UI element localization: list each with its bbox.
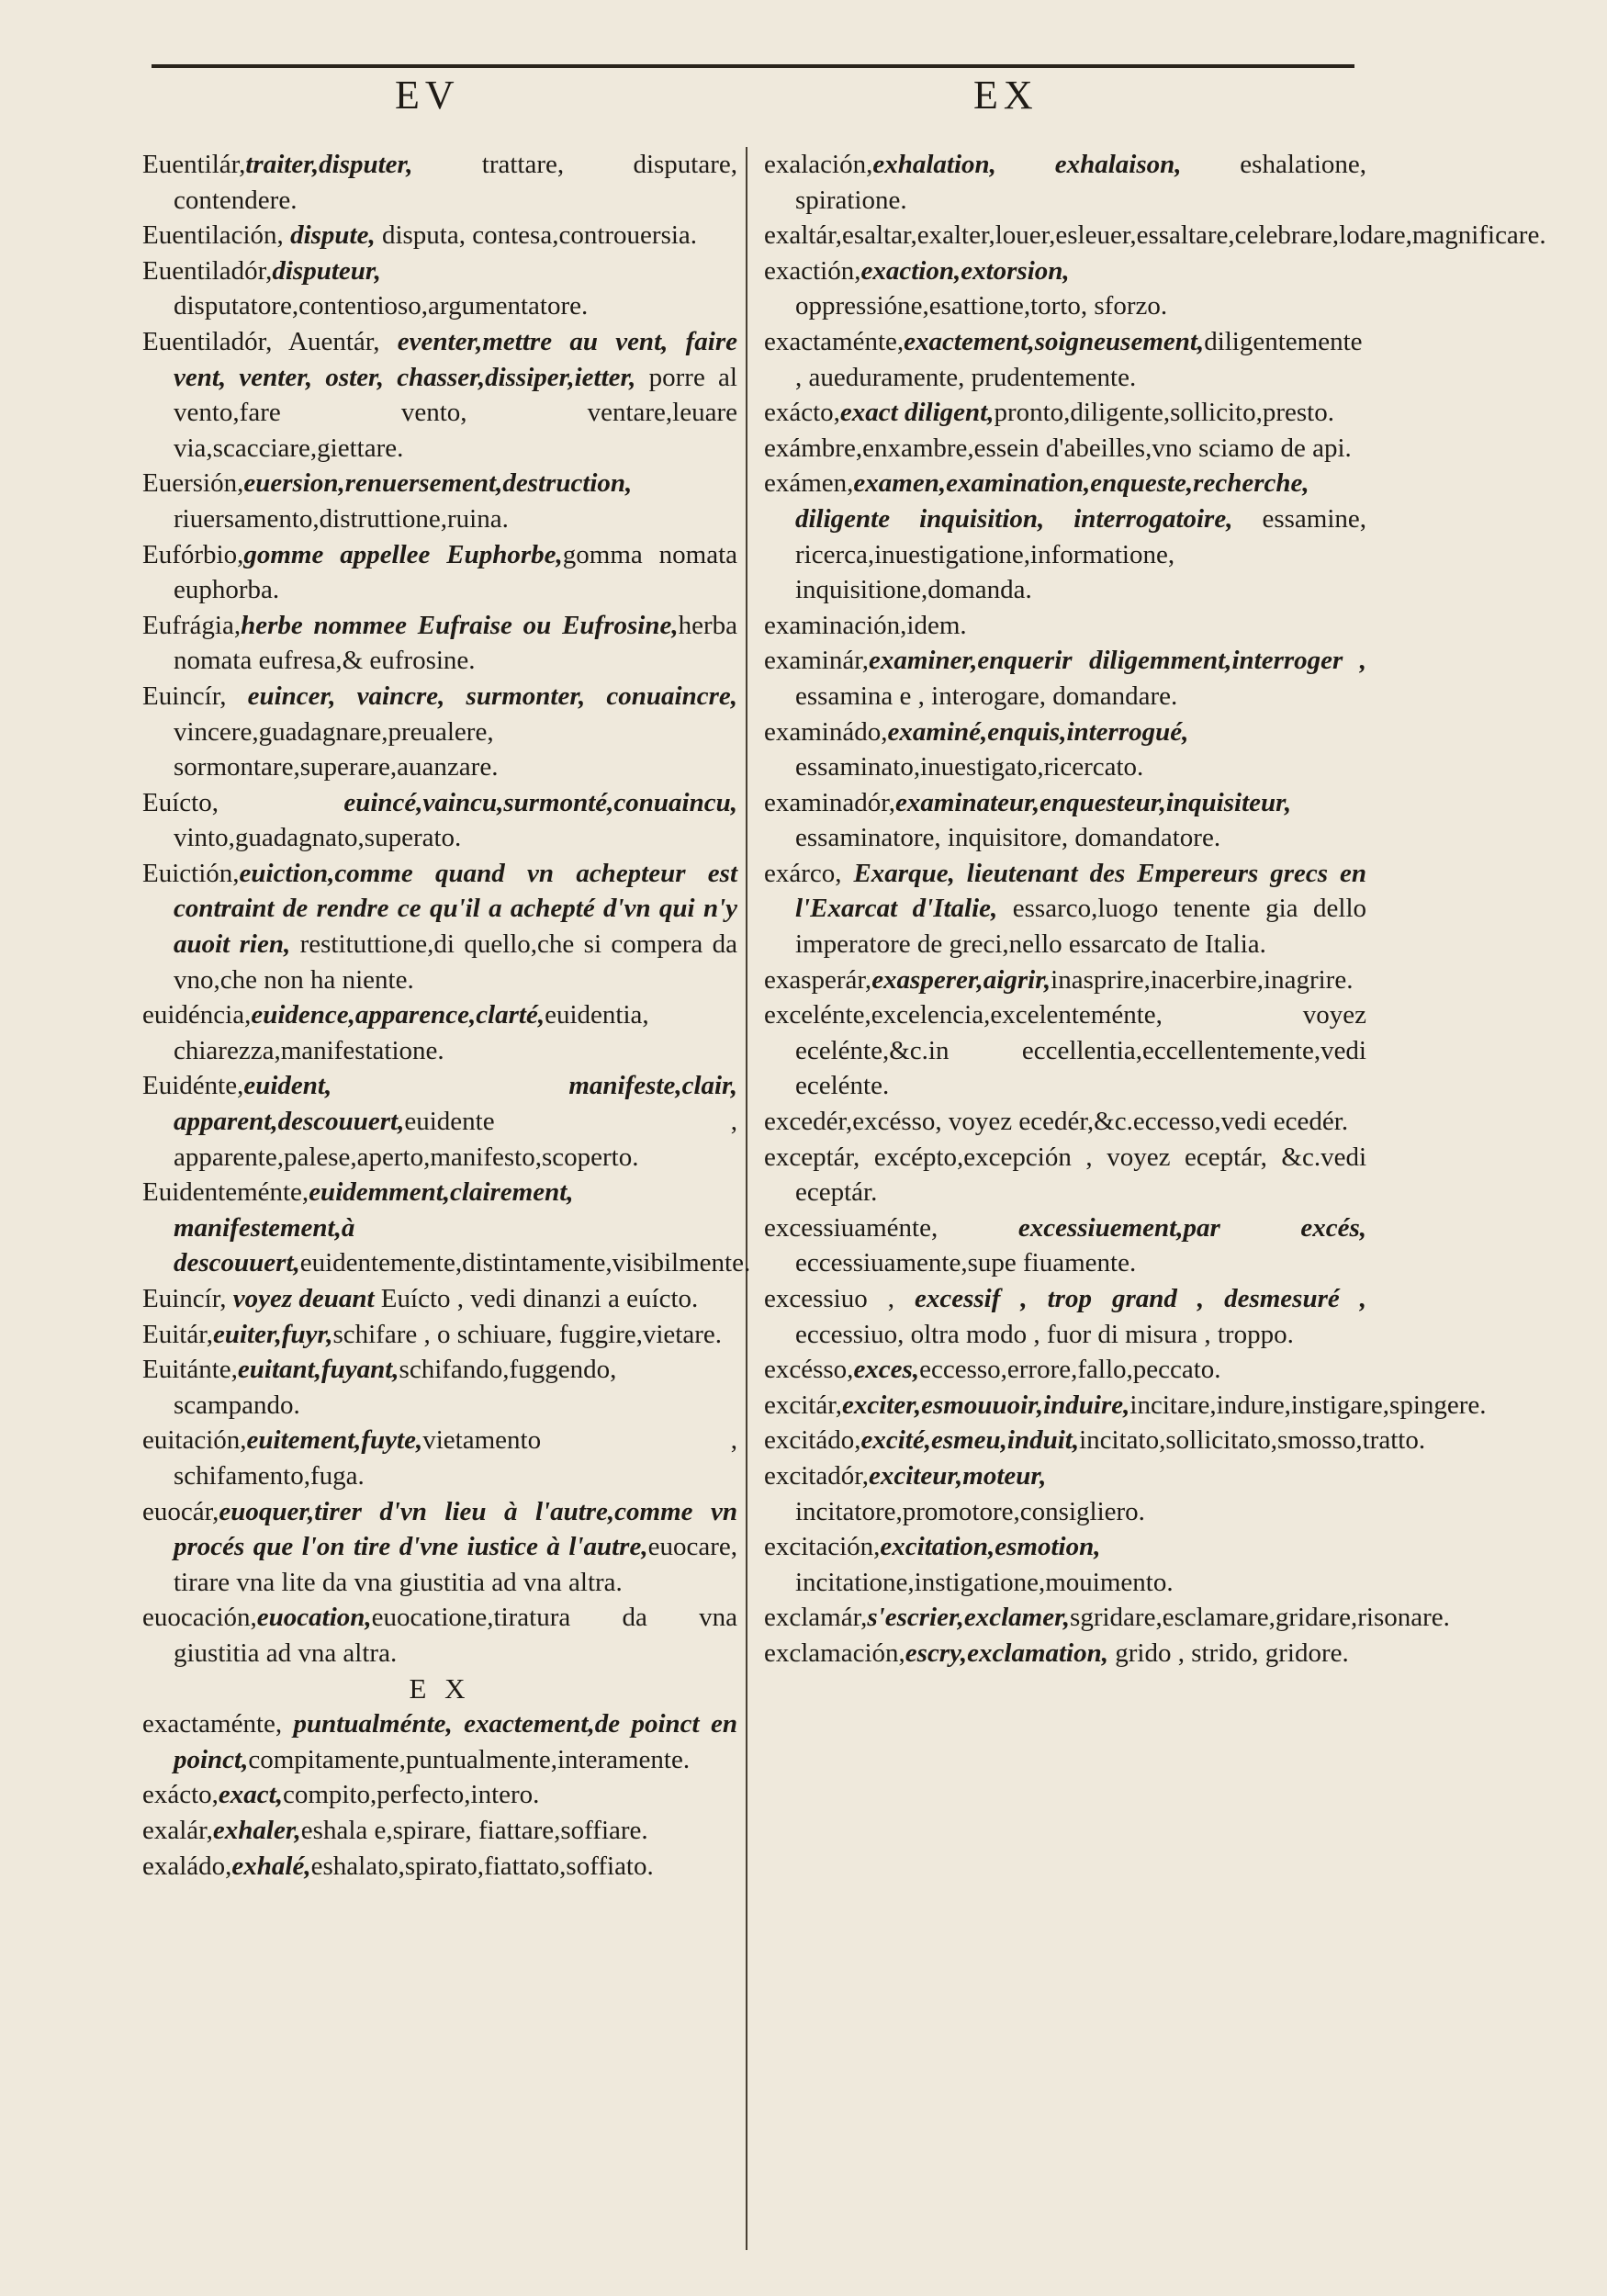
dictionary-entry bbox=[142, 1423, 737, 1493]
entry-french: exciteur,moteur, bbox=[868, 1460, 1047, 1491]
dictionary-entry bbox=[764, 218, 1546, 253]
entry-french: euincé,vaincu,surmonté,conuaincu, bbox=[218, 787, 737, 817]
entry-french: excitation,esmotion, bbox=[880, 1532, 1101, 1562]
entry-headword: exactaménte, bbox=[142, 1709, 283, 1739]
entry-headword: exactión, bbox=[764, 255, 861, 286]
dictionary-entry bbox=[764, 1140, 1366, 1210]
entry-headword: Euentiladór, bbox=[142, 255, 273, 286]
entry-translation: restituttione,di quello,che si compera da vno,che non ha niente. bbox=[174, 929, 737, 995]
dictionary-entry bbox=[764, 1210, 1366, 1281]
entry-french: puntualménte, exactement,de poinct en poinct, bbox=[174, 1709, 737, 1774]
entry-headword: excitadór, bbox=[764, 1460, 869, 1491]
dictionary-entry bbox=[764, 324, 1366, 395]
entry-translation: vincere,guadagnare,preualere, sormontare,superare,auanzare. bbox=[174, 716, 499, 782]
entry-french: exact, bbox=[218, 1780, 283, 1810]
entry-headword: Euictión, bbox=[142, 858, 240, 888]
entry-headword: Euidénte, bbox=[142, 1071, 244, 1101]
entry-headword: excessiuaménte, bbox=[764, 1212, 938, 1243]
entry-translation: compito,perfecto,intero. bbox=[282, 1780, 540, 1810]
entry-translation: essamina e , interogare, domandare. bbox=[795, 681, 1178, 711]
entry-translation: pronto,diligente,sollicito,presto. bbox=[994, 398, 1334, 428]
dictionary-entry bbox=[764, 1529, 1366, 1600]
entry-french: exhaler, bbox=[212, 1815, 301, 1845]
entry-translation: excépto,excepción , voyez eceptár, &c.vedi eceptár. bbox=[795, 1142, 1366, 1208]
dictionary-entry bbox=[764, 785, 1366, 856]
dictionary-entry bbox=[142, 1813, 737, 1849]
entry-headword: Euentilár, bbox=[142, 150, 246, 179]
dictionary-entry bbox=[764, 395, 1366, 431]
entry-french: examiné,enquis,interrogué, bbox=[887, 716, 1189, 747]
entry-translation: sgridare,esclamare,gridare,risonare. bbox=[1070, 1603, 1450, 1633]
entry-headword: exactaménte, bbox=[764, 326, 905, 356]
entry-french: euiction,comme quand vn achepteur est contraint de rendre ce qu'il a achepté d'vn qui n'y auoit rien, bbox=[174, 858, 737, 960]
entry-french: exact diligent, bbox=[839, 398, 995, 428]
dictionary-entry bbox=[142, 1777, 737, 1813]
dictionary-entry bbox=[142, 324, 737, 466]
entry-translation: euidentemente,distintamente,visibilmente. bbox=[299, 1248, 751, 1278]
entry-translation: gomma nomata euphorba. bbox=[174, 539, 737, 605]
entry-translation: disputa, contesa,controuersia. bbox=[375, 220, 698, 251]
dictionary-entry bbox=[764, 608, 1366, 644]
entry-headword: excitación, bbox=[764, 1532, 881, 1562]
entry-headword: exalación, bbox=[764, 150, 873, 179]
entry-translation: incitatore,promotore,consigliero. bbox=[795, 1496, 1145, 1526]
dictionary-entry bbox=[142, 1068, 737, 1175]
entry-headword: excessiuo , bbox=[764, 1284, 894, 1313]
entry-headword: exceptár, bbox=[764, 1142, 860, 1172]
entry-headword: exaltár, bbox=[764, 220, 842, 251]
entry-headword: exámen, bbox=[764, 468, 854, 499]
entry-headword: Euersión, bbox=[142, 468, 244, 499]
entry-headword: excitádo, bbox=[764, 1425, 861, 1456]
dictionary-entry bbox=[142, 466, 737, 536]
entry-headword: Euitár, bbox=[142, 1319, 213, 1349]
left-column bbox=[142, 147, 751, 1884]
column-divider bbox=[746, 147, 747, 2250]
entry-translation: euocatione,tiratura da vna giustitia ad vna altra. bbox=[174, 1603, 737, 1668]
entry-french: traiter,disputer, bbox=[245, 150, 413, 179]
dictionary-entry bbox=[764, 643, 1366, 714]
entry-translation: essaminatore, inquisitore, domandatore. bbox=[795, 823, 1221, 853]
dictionary-entry bbox=[764, 997, 1366, 1104]
dictionary-entry bbox=[142, 785, 737, 856]
entry-french: exces, bbox=[853, 1355, 920, 1385]
entry-headword: exasperár, bbox=[764, 964, 872, 995]
entry-headword: Euentilación, bbox=[142, 220, 284, 251]
entry-translation: incitare,indure,instigare,spingere. bbox=[1129, 1390, 1487, 1420]
dictionary-entry bbox=[764, 856, 1366, 962]
dictionary-entry bbox=[764, 1423, 1426, 1458]
entry-translation: euidentia, chiarezza,manifestatione. bbox=[174, 1000, 649, 1065]
dictionary-entry bbox=[142, 147, 737, 218]
entry-french: escry,exclamation, bbox=[905, 1638, 1108, 1668]
entry-translation: herba nomata eufresa,& eufrosine. bbox=[174, 610, 737, 676]
section-heading: E X bbox=[409, 1671, 471, 1705]
entry-headword: excedér, bbox=[764, 1107, 853, 1137]
entry-french: euidemment,clairement, manifestement,à descouuert, bbox=[174, 1177, 574, 1278]
entry-headword: exaládo, bbox=[142, 1851, 232, 1881]
entry-headword: exámbre, bbox=[764, 433, 863, 463]
entry-headword: examinación, bbox=[764, 610, 907, 640]
dictionary-entry bbox=[142, 1281, 737, 1317]
right-column bbox=[764, 147, 1546, 1671]
dictionary-entry bbox=[142, 1317, 737, 1353]
entry-translation: esaltar,exalter,louer,esleuer,essaltare,celebrare,lodare,magnificare. bbox=[841, 220, 1546, 251]
entry-french: exhalation, exhalaison, bbox=[872, 150, 1182, 179]
dictionary-entry bbox=[764, 1636, 1366, 1671]
left-entries bbox=[142, 147, 751, 1671]
entry-headword: exácto, bbox=[764, 398, 840, 428]
entry-translation: vinto,guadagnato,superato. bbox=[174, 823, 462, 853]
entry-french: gomme appellee Euphorbe, bbox=[243, 539, 563, 569]
running-head-left: EV bbox=[395, 73, 460, 118]
dictionary-entry bbox=[142, 1352, 737, 1423]
entry-french: euincer, vaincre, surmonter, conuaincre, bbox=[226, 681, 737, 711]
entry-french: herbe nommee Eufraise ou Eufrosine, bbox=[241, 610, 679, 640]
entry-translation: compitamente,puntualmente,interamente. bbox=[248, 1744, 691, 1774]
dictionary-entry bbox=[764, 466, 1366, 607]
entry-french: euersion,renuersement,destruction, bbox=[243, 468, 633, 499]
entry-french: exciter,esmouuoir,induire, bbox=[841, 1390, 1130, 1420]
dictionary-entry bbox=[764, 715, 1366, 785]
entry-translation: eccessiuo, oltra modo , fuor di misura , troppo. bbox=[795, 1319, 1294, 1349]
entry-french: euidence,apparence,clarté, bbox=[251, 1000, 545, 1030]
entry-translation: enxambre,essein d'abeilles,vno sciamo de api. bbox=[862, 433, 1352, 463]
dictionary-entry bbox=[764, 1388, 1487, 1424]
entry-translation: diligentemente , aueduramente, prudentemente. bbox=[795, 326, 1363, 392]
entry-translation: grido , strido, gridore. bbox=[1108, 1638, 1349, 1668]
entry-translation: oppressióne,esattione,torto, sforzo. bbox=[795, 291, 1168, 321]
entry-translation: trattare, disputare, contendere. bbox=[174, 150, 737, 215]
dictionary-entry bbox=[764, 147, 1366, 218]
entry-headword: Euidenteménte, bbox=[142, 1177, 309, 1208]
entry-headword: Euitánte, bbox=[142, 1355, 238, 1385]
entry-headword: euitación, bbox=[142, 1425, 247, 1456]
entry-headword: Eufrágia, bbox=[142, 610, 242, 640]
entry-french: s'escrier,exclamer, bbox=[867, 1603, 1071, 1633]
entry-translation: idem. bbox=[906, 610, 967, 640]
entry-french: examen,examination,enqueste,recherche, diligente inquisition, interrogatoire, bbox=[795, 468, 1309, 534]
entry-translation: excelencia,excelenteménte, voyez ecelénte,&c.in eccellentia,eccellentemente,vedi ecelénte. bbox=[795, 1000, 1366, 1101]
entry-translation: excésso, voyez ecedér,&c.eccesso,vedi ecedér. bbox=[852, 1107, 1349, 1137]
entry-headword: examinár, bbox=[764, 646, 869, 676]
entry-french: exasperer,aigrir, bbox=[871, 964, 1051, 995]
dictionary-entry bbox=[142, 1175, 751, 1281]
entry-french: examinateur,enquesteur,inquisiteur, bbox=[894, 787, 1292, 817]
dictionary-entry bbox=[764, 1104, 1366, 1140]
dictionary-entry bbox=[764, 1281, 1366, 1352]
entry-headword: Euincír, bbox=[142, 681, 227, 711]
entry-translation: essarco,luogo tenente gia dello imperatore de greci,nello essarcato de Italia. bbox=[795, 894, 1367, 960]
entry-french: exactement,soigneusement, bbox=[904, 326, 1205, 356]
entry-translation: schifare , o schiuare, fuggire,vietare. bbox=[332, 1319, 722, 1349]
entry-translation: porre al vento,fare vento, ventare,leuare via,scacciare,giettare. bbox=[174, 362, 737, 463]
entry-headword: exalár, bbox=[142, 1815, 213, 1845]
entry-headword: excésso, bbox=[764, 1355, 854, 1385]
entry-french: dispute, bbox=[283, 220, 376, 251]
entry-french: exaction,extorsion, bbox=[860, 255, 1070, 286]
entry-translation: eshala e,spirare, fiattare,soffiare. bbox=[300, 1815, 648, 1845]
entry-translation: essaminato,inuestigato,ricercato. bbox=[795, 752, 1144, 782]
running-head-right: EX bbox=[973, 73, 1039, 118]
entry-french: excessif , trop grand , desmesuré , bbox=[893, 1284, 1366, 1313]
right-entries bbox=[764, 147, 1546, 1671]
top-rule bbox=[152, 64, 1354, 68]
entry-translation: vietamento , schifamento,fuga. bbox=[174, 1425, 737, 1491]
entry-headword: exclamár, bbox=[764, 1603, 868, 1633]
entry-headword: excitár, bbox=[764, 1390, 842, 1420]
entry-headword: exárco, bbox=[764, 858, 842, 888]
dictionary-entry bbox=[142, 856, 737, 997]
entry-headword: euocár, bbox=[142, 1496, 219, 1526]
entry-headword: examinádo, bbox=[764, 716, 888, 747]
entry-french: euoquer,tirer d'vn lieu à l'autre,comme vn procés que l'on tire d'vne iustice à l'autre, bbox=[174, 1496, 737, 1562]
dictionary-entry bbox=[142, 1849, 737, 1885]
entry-french: eventer,mettre au vent, faire vent, venter, oster, chasser,dissiper,ietter, bbox=[174, 326, 737, 392]
dictionary-entry bbox=[142, 997, 737, 1068]
entry-headword: Euentiladór, Auentár, bbox=[142, 326, 380, 356]
entry-french: euiter,fuyr, bbox=[212, 1319, 333, 1349]
entry-headword: euidéncia, bbox=[142, 1000, 252, 1030]
dictionary-entry bbox=[142, 679, 737, 785]
entry-translation: inasprire,inacerbire,inagrire. bbox=[1051, 964, 1354, 995]
entry-headword: euocación, bbox=[142, 1603, 257, 1633]
dictionary-entry bbox=[142, 1494, 737, 1601]
entry-headword: excelénte, bbox=[764, 1000, 871, 1030]
entry-translation: incitatione,instigatione,mouimento. bbox=[795, 1567, 1174, 1597]
entry-headword: exclamación, bbox=[764, 1638, 905, 1668]
entry-translation: riuersamento,distruttione,ruina. bbox=[174, 503, 509, 534]
entry-headword: exácto, bbox=[142, 1780, 219, 1810]
entry-french: euocation, bbox=[256, 1603, 372, 1633]
entry-headword: Euícto, bbox=[142, 787, 219, 817]
dictionary-entry bbox=[764, 1352, 1366, 1388]
entry-translation: essamine, ricerca,inuestigatione,informatione, inquisitione,domanda. bbox=[795, 503, 1366, 605]
dictionary-entry bbox=[764, 253, 1366, 324]
entry-translation: disputatore,contentioso,argumentatore. bbox=[174, 291, 589, 321]
entry-french: euitement,fuyte, bbox=[246, 1425, 423, 1456]
entry-translation: eshalato,spirato,fiattato,soffiato. bbox=[310, 1851, 654, 1881]
entry-translation: incitato,sollicitato,smosso,tratto. bbox=[1079, 1425, 1426, 1456]
entry-french: euitant,fuyant, bbox=[237, 1355, 399, 1385]
entry-translation: eccessiuamente,supe fiuamente. bbox=[795, 1248, 1137, 1278]
entry-translation: schifando,fuggendo, scampando. bbox=[174, 1355, 617, 1420]
entry-translation: eccesso,errore,fallo,peccato. bbox=[919, 1355, 1221, 1385]
dictionary-entry bbox=[764, 431, 1366, 467]
entry-french: disputeur, bbox=[272, 255, 381, 286]
entry-french: excité,esmeu,induit, bbox=[860, 1425, 1080, 1456]
dictionary-entry bbox=[142, 218, 737, 253]
entry-french: excessiuement,par excés, bbox=[938, 1212, 1366, 1243]
dictionary-entry bbox=[142, 608, 737, 679]
dictionary-entry bbox=[142, 1706, 737, 1777]
dictionary-entry bbox=[142, 1600, 737, 1671]
dictionary-entry bbox=[142, 537, 737, 608]
entry-translation: eshalatione, spiratione. bbox=[795, 150, 1366, 215]
entry-french: euident, manifeste,clair, apparent,descouuert, bbox=[174, 1071, 737, 1137]
entry-headword: Eufórbio, bbox=[142, 539, 244, 569]
entry-headword: examinadór, bbox=[764, 787, 895, 817]
entry-french: examiner,enquerir diligemment,interroger , bbox=[868, 646, 1366, 676]
dictionary-entry bbox=[764, 1458, 1366, 1529]
entry-translation: Euícto , vedi dinanzi a euícto. bbox=[374, 1284, 699, 1313]
dictionary-entry bbox=[142, 253, 737, 324]
entry-translation: euidente , apparente,palese,aperto,manifesto,scoperto. bbox=[174, 1107, 737, 1172]
entry-french: Exarque, lieutenant des Empereurs grecs en l'Exarcat d'Italie, bbox=[795, 858, 1366, 924]
entry-headword: Euincír, bbox=[142, 1284, 227, 1313]
entry-translation: euocare, tirare vna lite da vna giustitia ad vna altra. bbox=[174, 1532, 737, 1597]
dictionary-entry bbox=[764, 1600, 1450, 1636]
left-entries-ex bbox=[142, 1706, 737, 1884]
entry-french: voyez deuant bbox=[226, 1284, 375, 1313]
entry-french: exhalé, bbox=[231, 1851, 311, 1881]
dictionary-entry bbox=[764, 962, 1366, 998]
